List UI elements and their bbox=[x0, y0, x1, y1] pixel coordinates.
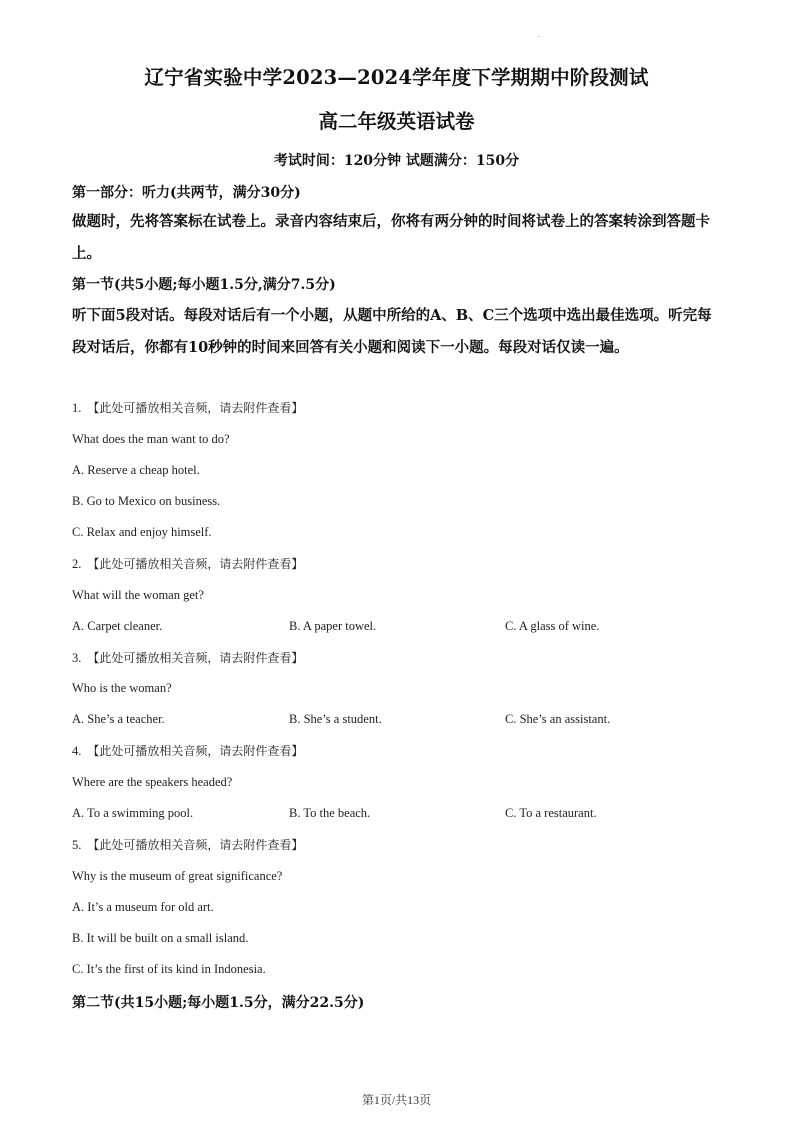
section1-instructions: 听下面5段对话。每段对话后有一个小题，从题中所给的A、B、C三个选项中选出最佳选项。听完每段对话后，你都有10秒钟的时间来回答有关小题和阅读下一小题。每段对话仅读一遍。 bbox=[72, 307, 712, 356]
exam-title: 辽宁省实验中学2023—2024学年度下学期期中阶段测试 bbox=[144, 66, 649, 89]
part1-heading: 第一部分：听力(共两节，满分30分) bbox=[72, 185, 301, 201]
audio-note[interactable]: 【此处可播放相关音频，请去附件查看】 bbox=[87, 401, 304, 415]
question-3-header bbox=[72, 649, 303, 666]
question-number: 1. bbox=[72, 401, 82, 415]
question-number: 4. bbox=[72, 744, 82, 758]
audio-note[interactable]: 【此处可播放相关音频，请去附件查看】 bbox=[87, 838, 304, 852]
part1-instructions: 做题时，先将答案标在试卷上。录音内容结束后，你将有两分钟的时间将试卷上的答案转涂到答题卡上。 bbox=[72, 213, 710, 262]
question-number: 5. bbox=[72, 838, 82, 852]
question-3-text: Who is the woman? bbox=[72, 681, 172, 695]
question-3-option-a: A. She’s a teacher. bbox=[72, 712, 165, 726]
question-2-option-a: A. Carpet cleaner. bbox=[72, 619, 163, 633]
question-4-option-c: C. To a restaurant. bbox=[505, 806, 597, 820]
corner-mark: . bbox=[538, 30, 540, 39]
exam-info: 考试时间：120分钟 试题满分：150分 bbox=[273, 153, 520, 169]
question-5-option-a: A. It’s a museum for old art. bbox=[72, 900, 214, 914]
page-number: 第1页/共13页 bbox=[361, 1093, 432, 1107]
question-1-option-c: C. Relax and enjoy himself. bbox=[72, 525, 212, 539]
audio-note[interactable]: 【此处可播放相关音频，请去附件查看】 bbox=[87, 744, 304, 758]
section1-heading: 第一节(共5小题;每小题1.5分,满分7.5分) bbox=[72, 277, 336, 293]
question-2-text: What will the woman get? bbox=[72, 588, 204, 602]
exam-subtitle: 高二年级英语试卷 bbox=[318, 110, 475, 133]
question-number: 3. bbox=[72, 651, 82, 665]
question-2-header bbox=[72, 555, 303, 572]
audio-note[interactable]: 【此处可播放相关音频，请去附件查看】 bbox=[87, 557, 304, 571]
question-1-header bbox=[72, 399, 303, 416]
question-3-option-c: C. She’s an assistant. bbox=[505, 712, 611, 726]
question-4-option-a: A. To a swimming pool. bbox=[72, 806, 194, 820]
section2-heading: 第二节(共15小题;每小题1.5分，满分22.5分) bbox=[72, 995, 365, 1011]
question-1-text: What does the man want to do? bbox=[72, 432, 230, 446]
question-4-option-b: B. To the beach. bbox=[289, 806, 371, 820]
question-4-header bbox=[72, 742, 303, 759]
audio-note[interactable]: 【此处可播放相关音频，请去附件查看】 bbox=[87, 651, 304, 665]
question-5-header bbox=[72, 836, 303, 853]
question-5-text: Why is the museum of great significance? bbox=[72, 869, 283, 883]
question-1-option-a: A. Reserve a cheap hotel. bbox=[72, 463, 200, 477]
question-5-option-b: B. It will be built on a small island. bbox=[72, 931, 249, 945]
question-number: 2. bbox=[72, 557, 82, 571]
question-3-option-b: B. She’s a student. bbox=[289, 712, 382, 726]
question-2-option-c: C. A glass of wine. bbox=[505, 619, 600, 633]
question-1-option-b: B. Go to Mexico on business. bbox=[72, 494, 221, 508]
question-2-option-b: B. A paper towel. bbox=[289, 619, 377, 633]
question-5-option-c: C. It’s the first of its kind in Indonesia. bbox=[72, 962, 266, 976]
question-4-text: Where are the speakers headed? bbox=[72, 775, 233, 789]
